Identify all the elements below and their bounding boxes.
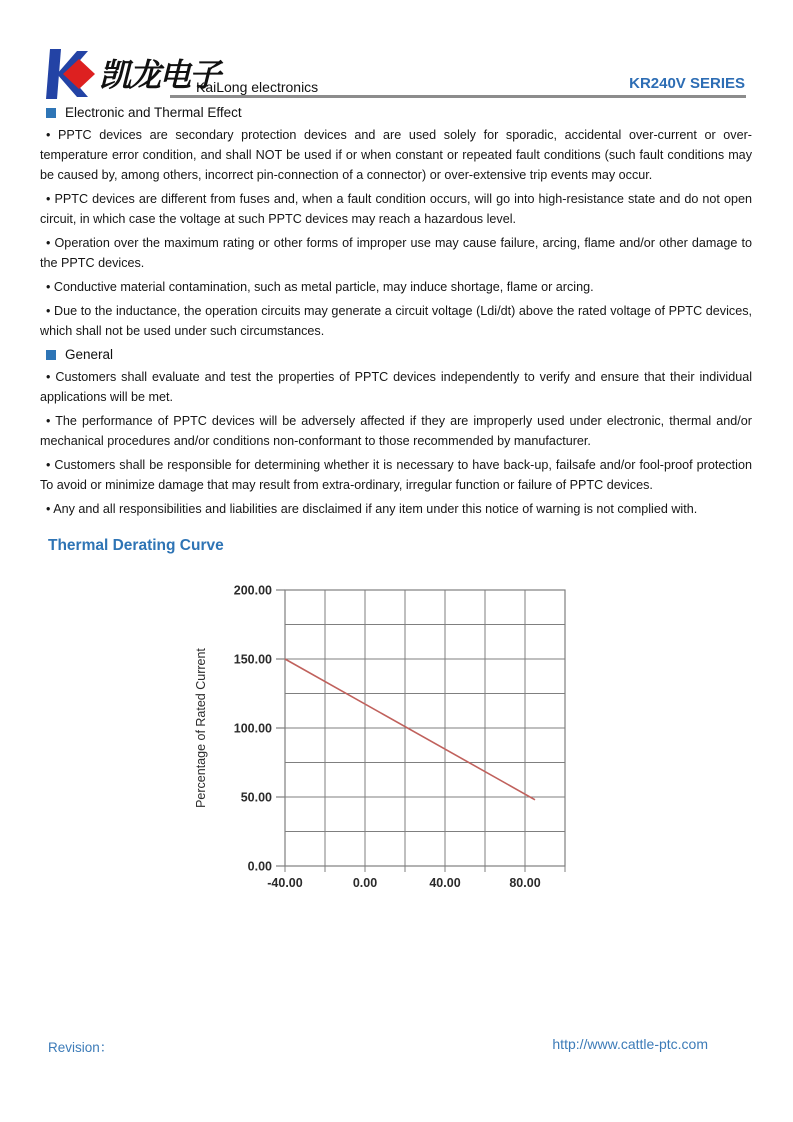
- section-title: Electronic and Thermal Effect: [65, 105, 242, 120]
- svg-text:200.00: 200.00: [233, 583, 272, 598]
- brand-chinese-text: 凯龙电子: [99, 56, 220, 94]
- revision-label: Revision：: [48, 1040, 114, 1055]
- section-1: [40, 347, 752, 519]
- svg-text:0.00: 0.00: [247, 859, 272, 874]
- svg-text:Percentage of Rated Current: Percentage of Rated Current: [194, 648, 208, 808]
- series-title: KR240V SERIES: [629, 75, 745, 92]
- svg-text:0.00: 0.00: [352, 876, 378, 890]
- chart-heading: Thermal Derating Curve: [48, 537, 224, 554]
- notice-item: • Any and all responsibilities and liabilities are disclaimed if any item under this notice of warning is not complied with.: [46, 502, 698, 516]
- notice-item: • The performance of PPTC devices will be adversely affected if they are improperly used under electronic, thermal and/or mechanical procedures and/or conditions non-conformant to those recommended by manufacturer.: [40, 414, 752, 448]
- notice-item: • Conductive material contamination, such as metal particle, may induce shortage, flame or arcing.: [46, 280, 594, 294]
- website-link[interactable]: http://www.cattle-ptc.com: [552, 1036, 708, 1052]
- notice-item: • PPTC devices are secondary protection devices and are used solely for sporadic, accidental over-current or over-temperature error condition, and shall NOT be used if or when constant or repeated fault conditions (such fault conditions may be caused by, among others, incorrect pin-connection of a connector) or over-extensive trip events may occur.: [40, 128, 752, 182]
- svg-text:150.00: 150.00: [233, 652, 272, 667]
- svg-text:50.00: 50.00: [240, 790, 272, 805]
- notice-item: • Due to the inductance, the operation circuits may generate a circuit voltage (Ldi/dt) above the rated voltage of PPTC devices, which shall not be used under such circumstances.: [40, 304, 752, 338]
- svg-text:-40.00: -40.00: [267, 876, 303, 890]
- derating-chart-svg: [185, 583, 585, 898]
- square-bullet-icon: [46, 108, 56, 118]
- svg-text:40.00: 40.00: [429, 876, 461, 890]
- notice-sections: [40, 102, 752, 523]
- notice-item: • Customers shall evaluate and test the properties of PPTC devices independently to verify and ensure that their individual applications will be met.: [40, 370, 752, 404]
- section-0: [40, 105, 752, 341]
- notice-item: • Operation over the maximum rating or other forms of improper use may cause failure, arcing, flame and/or other damage to the PPTC devices.: [40, 236, 752, 270]
- square-bullet-icon: [46, 350, 56, 360]
- notice-item: • PPTC devices are different from fuses and, when a fault condition occurs, will go into high-resistance state and do not open circuit, in which case the voltage at such PPTC devices may reach a hazardous level.: [40, 192, 752, 226]
- notice-item: • Customers shall be responsible for determining whether it is necessary to have back-up, failsafe and/or fool-proof protection To avoid or minimize damage that may result from extra-ordinary, irregular function or failure of PPTC devices.: [40, 458, 752, 492]
- header-rule: [170, 95, 746, 98]
- svg-text:100.00: 100.00: [233, 721, 272, 736]
- svg-text:80.00: 80.00: [509, 876, 541, 890]
- section-title: General: [65, 347, 114, 362]
- brand-english-text: KaiLong electronics: [196, 79, 319, 95]
- derating-chart: [185, 583, 585, 903]
- kailong-logo-icon: [44, 46, 96, 102]
